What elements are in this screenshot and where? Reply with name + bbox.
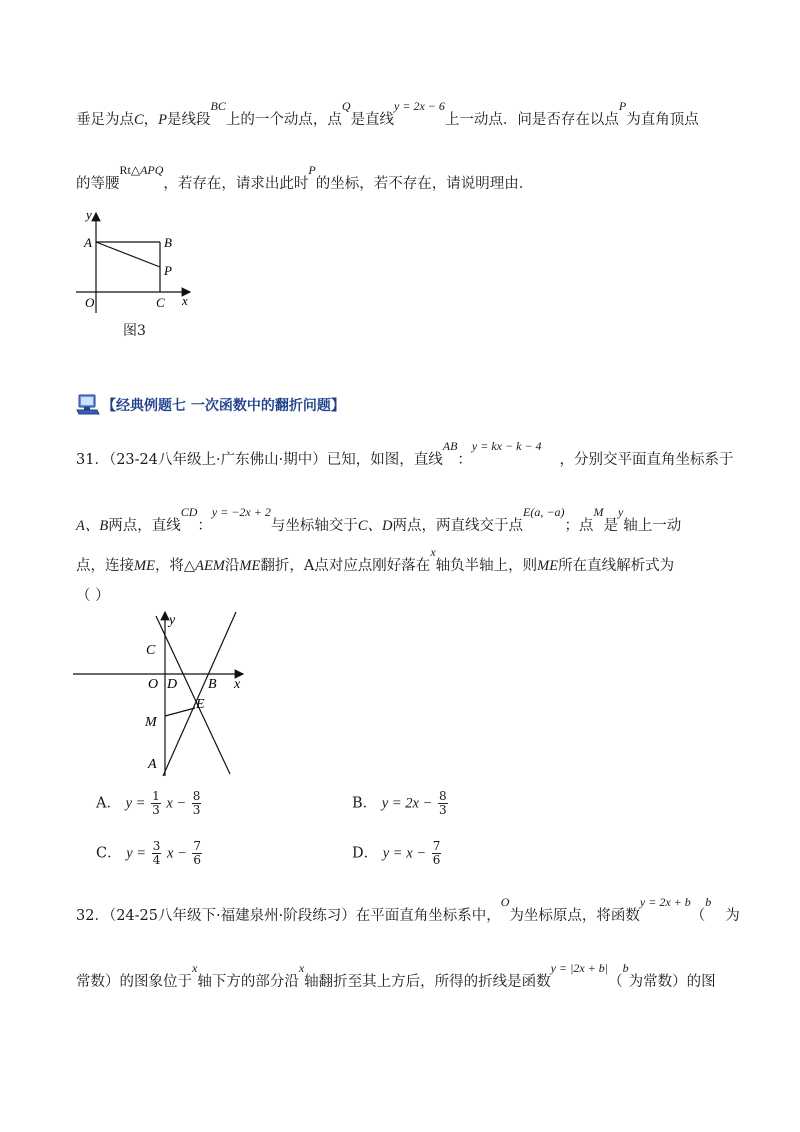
label-a: A <box>84 235 92 250</box>
option-b[interactable]: B． y = 2x − $\frac{8}{3}$ <box>352 789 447 817</box>
q31-line-2: A、B两点，直线$^{CD}$：$^{y = -2x + 2}$与坐标轴交于C、D两点，两直线交于点$^{E(a, -a)}$；点$^M$是$^y$轴上一动 <box>76 505 682 534</box>
section-heading <box>76 392 345 418</box>
label-x: x <box>234 677 241 692</box>
equation-ab: y = kx − k − 4 <box>471 439 542 453</box>
q32-line-2: 常数）的图象位于$^x$轴下方的部分沿$^x$轴翻折至其上方后，所得的折线是函数$^{y = |2x + b|}$（$^b$为常数）的图 <box>76 961 716 990</box>
line-ab <box>163 612 236 776</box>
label-x: x <box>182 293 188 308</box>
label-b: B <box>208 677 217 692</box>
label-y: y <box>86 207 92 222</box>
segment-ap <box>96 242 160 267</box>
label-p: P <box>164 263 172 278</box>
option-d[interactable]: D． y = x − $\frac{7}{6}$ <box>352 839 441 867</box>
label-b: B <box>164 235 172 250</box>
question-number: 31． <box>76 452 109 468</box>
label-o: O <box>148 677 159 692</box>
label-y: y <box>169 613 176 628</box>
question-number: 32． <box>76 908 109 924</box>
figure-3 <box>68 205 208 315</box>
line-cd <box>156 616 230 774</box>
equation-cd: y = −2x + 2 <box>211 505 271 519</box>
label-c: C <box>156 295 165 310</box>
option-c[interactable]: C． y = $\frac{3}{4}$ x − $\frac{7}{6}$ <box>96 839 202 867</box>
q30-line-2: 的等腰$^{Rt\triangle APQ}$，若存在，请求出此时$^P$的坐标，若不存在，请说明理由． <box>76 163 534 192</box>
section-title: 【经典例题七 一次函数中的翻折问题】 <box>102 398 345 414</box>
equation-linear: y = 2x + b <box>639 895 691 909</box>
q32-line-1: 32．（24-25八年级下·福建泉州·阶段练习）在平面直角坐标系中，$^O$为坐标原点，将函数$^{y = 2x + b}$（$^b$为 <box>76 895 740 924</box>
equation-line: y = 2x − 6 <box>394 99 445 113</box>
label-d: D <box>167 677 178 692</box>
label-c: C <box>146 643 156 658</box>
book-computer-icon <box>76 394 100 416</box>
q31-line-1: 31．（23-24八年级上·广东佛山·期中）已知，如图，直线$^{AB}$：$^{y = kx - k - 4}$，分别交平面直角坐标系于 <box>76 439 734 468</box>
segment-bc: BC <box>210 99 226 113</box>
figure-3-caption: 图3 <box>123 323 146 339</box>
label-e: E <box>196 697 205 712</box>
q31-line-3: 点，连接ME，将△AEM沿ME翻折，A点对应点刚好落在$^x$轴负半轴上，则ME所在直线解析式为 <box>76 545 675 574</box>
option-a[interactable]: A． y = $\frac{1}{3}$ x − $\frac{8}{3}$ <box>96 789 201 817</box>
label-o: O <box>85 295 95 310</box>
equation-abs: y = |2x + b| <box>550 961 609 975</box>
label-a: A <box>148 757 157 772</box>
q30-line-1: 垂足为点C，P是线段$^{BC}$上的一个动点，点$^Q$是直线$^{y = 2x - 6}$上一动点．问是否存在以点$^P$为直角顶点 <box>76 99 699 128</box>
q31-figure <box>68 608 258 780</box>
label-m: M <box>145 715 157 730</box>
answer-blank: （ ） <box>76 588 110 604</box>
